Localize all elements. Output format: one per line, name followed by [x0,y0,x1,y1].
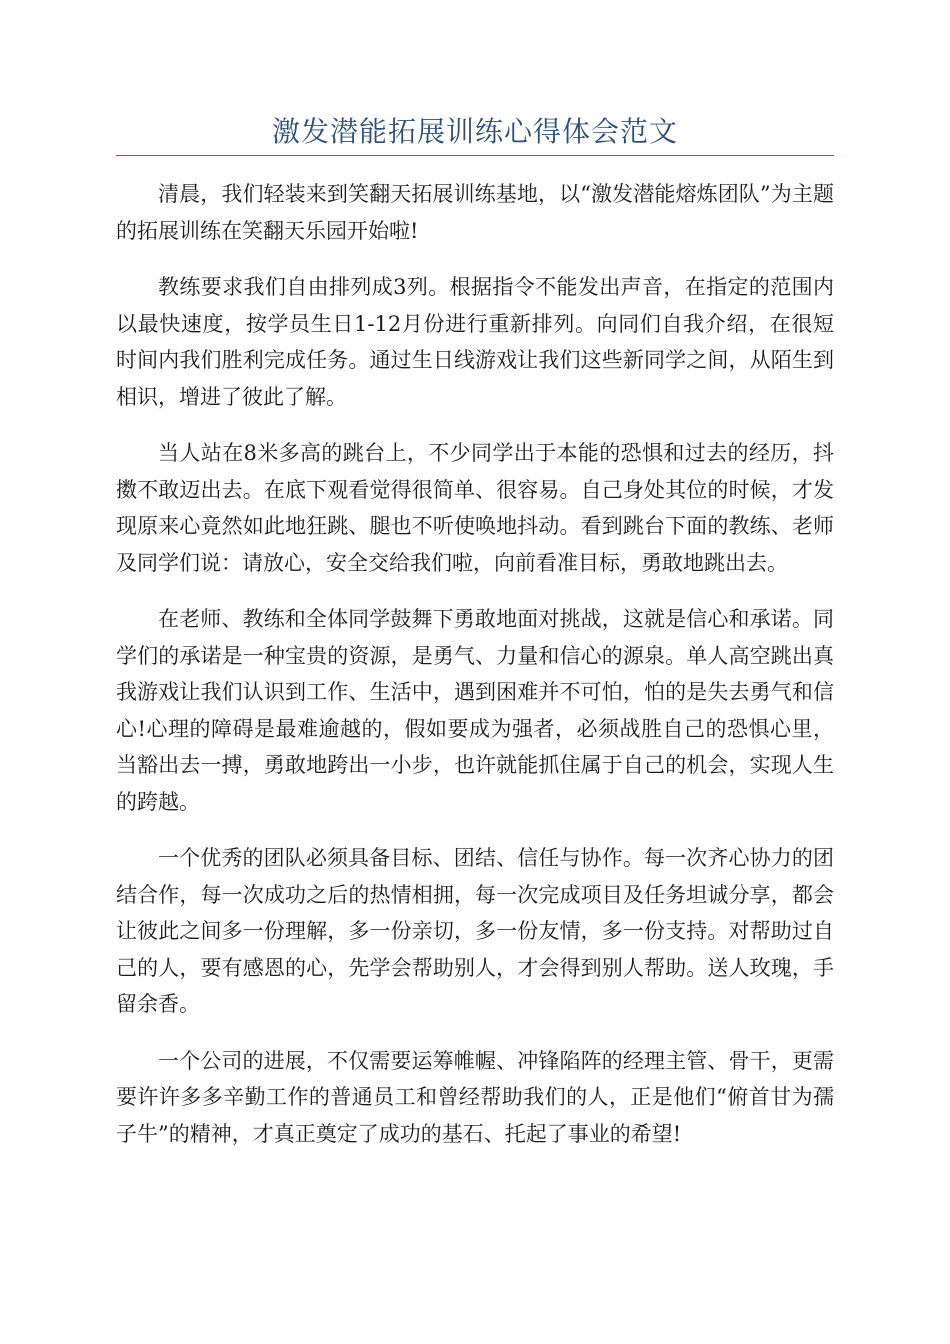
title-underline [116,155,834,156]
paragraph-2: 教练要求我们自由排列成3列。根据指令不能发出声音，在指定的范围内以最快速度，按学员生日1-12月份进行重新排列。向同们自我介绍，在很短时间内我们胜利完成任务。通过生日线游戏让我们这些新同学之间，从陌生到相识，增进了彼此了解。 [116,275,834,409]
paragraph-1: 清晨，我们轻装来到笑翻天拓展训练基地，以“激发潜能熔炼团队”为主题的拓展训练在笑翻天乐园开始啦! [116,182,834,243]
document-title: 激发潜能拓展训练心得体会范文 [271,115,678,148]
document-body [116,176,834,1172]
paragraph-5: 一个优秀的团队必须具备目标、团结、信任与协作。每一次齐心协力的团结合作，每一次成功之后的热情相拥，每一次完成项目及任务坦诚分享，都会让彼此之间多一份理解，多一份亲切，多一份友情，多一份支持。对帮助过自己的人，要有感恩的心，先学会帮助别人，才会得到别人帮助。送人玫瑰，手留余香。 [116,846,834,1016]
paragraph-4: 在老师、教练和全体同学鼓舞下勇敢地面对挑战，这就是信心和承诺。同学们的承诺是一种宝贵的资源，是勇气、力量和信心的源泉。单人高空跳出真我游戏让我们认识到工作、生活中，遇到困难并不可怕，怕的是失去勇气和信心!心理的障碍是最难逾越的，假如要成为强者，必须战胜自己的恐惧心里，当豁出去一搏，勇敢地跨出一小步，也许就能抓住属于自己的机会，实现人生的跨越。 [116,607,834,814]
paragraph-3: 当人站在8米多高的跳台上，不少同学出于本能的恐惧和过去的经历，抖擞不敢迈出去。在底下观看觉得很简单、很容易。自己身处其位的时候，才发现原来心竟然如此地狂跳、腿也不听使唤地抖动。看到跳台下面的教练、老师及同学们说：请放心，安全交给我们啦，向前看准目标，勇敢地跳出去。 [116,441,834,575]
paragraph-6: 一个公司的进展，不仅需要运筹帷幄、冲锋陷阵的经理主管、骨干，更需要许许多多辛勤工作的普通员工和曾经帮助我们的人，正是他们“俯首甘为孺子牛”的精神，才真正奠定了成功的基石、托起了事业的希望! [116,1048,834,1146]
